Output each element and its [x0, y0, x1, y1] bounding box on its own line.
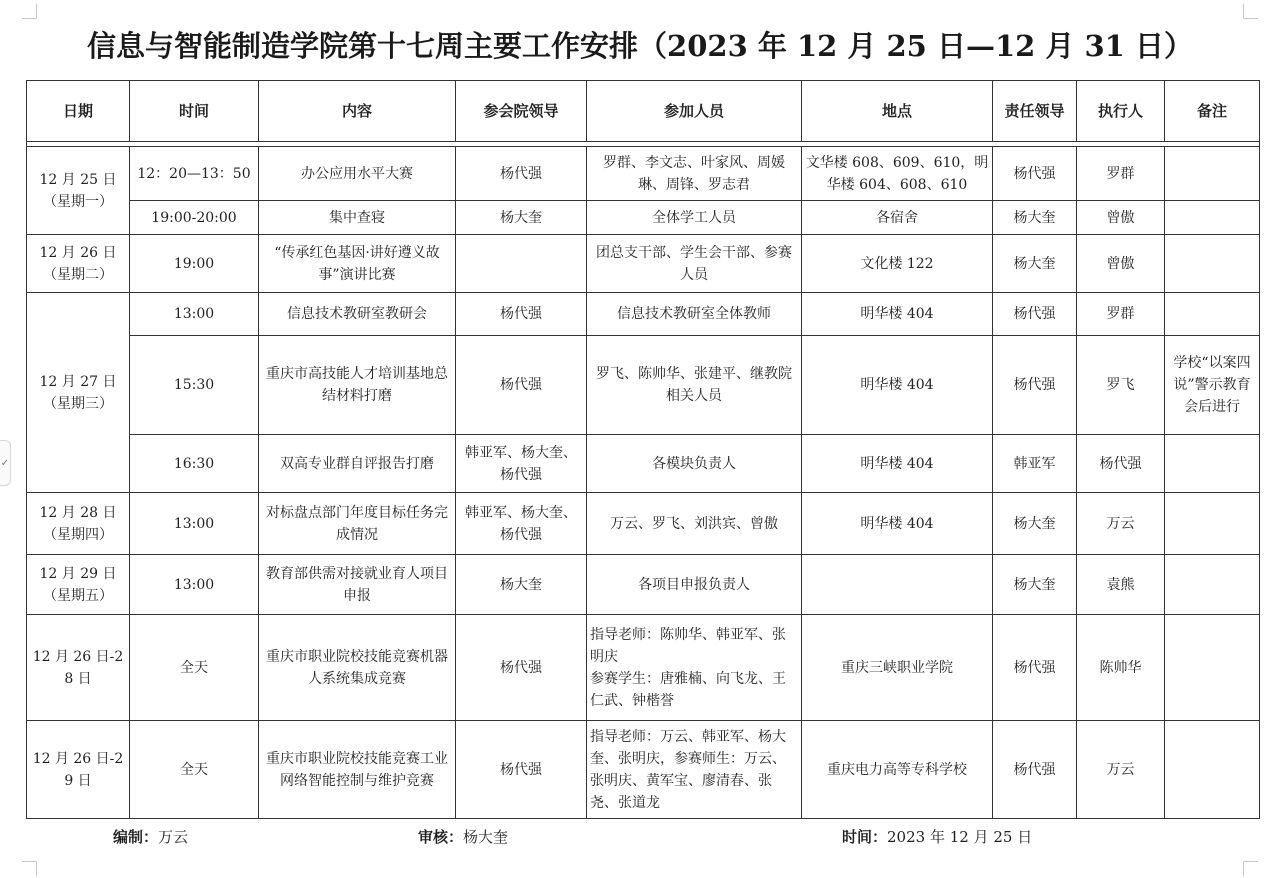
date-cell: 12 月 28 日（星期四）	[27, 493, 130, 555]
executor-cell: 曾傲	[1077, 235, 1165, 293]
remarks-cell: 学校“以案四说”警示教育会后进行	[1165, 336, 1260, 435]
leader-cell: 杨代强	[456, 721, 587, 819]
responsible-cell: 杨代强	[993, 293, 1077, 336]
remarks-cell	[1165, 615, 1260, 721]
executor-cell: 罗群	[1077, 147, 1165, 201]
content-cell: “传承红色基因·讲好遵义故事”演讲比赛	[259, 235, 456, 293]
participants-cell: 罗飞、陈帅华、张建平、继教院相关人员	[587, 336, 802, 435]
table-row	[27, 201, 1260, 235]
page-corner-mark	[1243, 4, 1258, 19]
content-cell: 重庆市高技能人才培训基地总结材料打磨	[259, 336, 456, 435]
table-row	[27, 555, 1260, 615]
responsible-cell: 杨代强	[993, 336, 1077, 435]
location-cell: 明华楼 404	[802, 336, 993, 435]
time-cell: 全天	[130, 615, 259, 721]
participants-cell: 信息技术教研室全体教师	[587, 293, 802, 336]
participants-cell: 万云、罗飞、刘洪宾、曾傲	[587, 493, 802, 555]
remarks-cell	[1165, 235, 1260, 293]
remarks-cell	[1165, 293, 1260, 336]
participants-cell: 全体学工人员	[587, 201, 802, 235]
remarks-cell	[1165, 201, 1260, 235]
location-cell: 明华楼 404	[802, 493, 993, 555]
leader-cell: 杨代强	[456, 615, 587, 721]
header-leader: 参会院领导	[456, 81, 587, 142]
time-cell: 12：20—13：50	[130, 147, 259, 201]
footer-date	[842, 826, 1032, 847]
time-cell: 19:00-20:00	[130, 201, 259, 235]
participants-line: 参赛学生：唐雅楠、向飞龙、王仁武、钟楷誉	[590, 670, 786, 709]
location-cell: 重庆三峡职业学院	[802, 615, 993, 721]
participants-cell: 团总支干部、学生会干部、参赛人员	[587, 235, 802, 293]
header-participants: 参加人员	[587, 81, 802, 142]
table-row	[27, 615, 1260, 721]
header-time: 时间	[130, 81, 259, 142]
date-cell: 12 月 25 日（星期一）	[27, 147, 130, 235]
location-cell: 文华楼 608、609、610，明华楼 604、608、610	[802, 147, 993, 201]
time-cell: 16:30	[130, 435, 259, 493]
footer-reviewer-label: 审核：	[418, 828, 464, 846]
responsible-cell: 杨大奎	[993, 493, 1077, 555]
leader-cell: 杨代强	[456, 336, 587, 435]
header-date: 日期	[27, 81, 130, 142]
location-cell	[802, 555, 993, 615]
footer-editor	[113, 826, 188, 847]
location-cell: 文化楼 122	[802, 235, 993, 293]
remarks-cell	[1165, 555, 1260, 615]
footer-editor-label: 编制：	[113, 828, 159, 846]
executor-cell: 袁熊	[1077, 555, 1165, 615]
schedule-table	[26, 80, 1260, 819]
chevron-right-icon: ✓	[0, 457, 10, 469]
participants-cell: 罗群、李文志、叶家风、周媛琳、周锋、罗志君	[587, 147, 802, 201]
content-cell: 重庆市职业院校技能竞赛机器人系统集成竞赛	[259, 615, 456, 721]
table-row	[27, 336, 1260, 435]
time-cell: 13:00	[130, 493, 259, 555]
page-corner-mark	[1243, 861, 1258, 876]
header-executor: 执行人	[1077, 81, 1165, 142]
content-cell: 双高专业群自评报告打磨	[259, 435, 456, 493]
footer-editor-value: 万云	[158, 828, 189, 846]
location-cell: 重庆电力高等专科学校	[802, 721, 993, 819]
header-responsible: 责任领导	[993, 81, 1077, 142]
date-cell: 12 月 27 日（星期三）	[27, 293, 130, 493]
leader-cell: 杨代强	[456, 293, 587, 336]
executor-cell: 万云	[1077, 493, 1165, 555]
participants-cell: 各项目申报负责人	[587, 555, 802, 615]
executor-cell: 万云	[1077, 721, 1165, 819]
executor-cell: 杨代强	[1077, 435, 1165, 493]
table-header-row	[27, 81, 1260, 142]
time-cell: 19:00	[130, 235, 259, 293]
time-cell: 15:30	[130, 336, 259, 435]
date-cell: 12 月 26 日-28 日	[27, 615, 130, 721]
content-cell: 集中查寝	[259, 201, 456, 235]
responsible-cell: 杨大奎	[993, 555, 1077, 615]
location-cell: 明华楼 404	[802, 293, 993, 336]
participants-line: 指导老师：陈帅华、韩亚军、张明庆	[590, 626, 786, 665]
participants-cell	[587, 615, 802, 721]
header-location: 地点	[802, 81, 993, 142]
leader-cell	[456, 235, 587, 293]
header-remarks: 备注	[1165, 81, 1260, 142]
leader-cell: 杨代强	[456, 147, 587, 201]
page-corner-mark	[22, 4, 37, 19]
leader-cell: 韩亚军、杨大奎、杨代强	[456, 493, 587, 555]
remarks-cell	[1165, 147, 1260, 201]
time-cell: 13:00	[130, 555, 259, 615]
content-cell: 信息技术教研室教研会	[259, 293, 456, 336]
executor-cell: 罗群	[1077, 293, 1165, 336]
date-cell: 12 月 26 日-29 日	[27, 721, 130, 819]
location-cell: 各宿舍	[802, 201, 993, 235]
executor-cell: 曾傲	[1077, 201, 1165, 235]
footer-reviewer	[418, 826, 508, 847]
content-cell: 办公应用水平大赛	[259, 147, 456, 201]
leader-cell: 杨大奎	[456, 555, 587, 615]
remarks-cell	[1165, 721, 1260, 819]
table-row	[27, 493, 1260, 555]
executor-cell: 陈帅华	[1077, 615, 1165, 721]
content-cell: 重庆市职业院校技能竞赛工业网络智能控制与维护竞赛	[259, 721, 456, 819]
responsible-cell: 杨代强	[993, 147, 1077, 201]
responsible-cell: 杨代强	[993, 615, 1077, 721]
location-cell: 明华楼 404	[802, 435, 993, 493]
content-cell: 对标盘点部门年度目标任务完成情况	[259, 493, 456, 555]
content-cell: 教育部供需对接就业育人项目申报	[259, 555, 456, 615]
footer-reviewer-value: 杨大奎	[463, 828, 509, 846]
leader-cell: 韩亚军、杨大奎、杨代强	[456, 435, 587, 493]
footer-date-value: 2023 年 12 月 25 日	[887, 828, 1033, 846]
header-content: 内容	[259, 81, 456, 142]
table-row	[27, 235, 1260, 293]
leader-cell: 杨大奎	[456, 201, 587, 235]
side-panel-handle[interactable]	[0, 440, 11, 486]
table-row	[27, 721, 1260, 819]
time-cell: 全天	[130, 721, 259, 819]
responsible-cell: 杨大奎	[993, 235, 1077, 293]
time-cell: 13:00	[130, 293, 259, 336]
participants-cell: 各模块负责人	[587, 435, 802, 493]
table-row	[27, 293, 1260, 336]
remarks-cell	[1165, 435, 1260, 493]
responsible-cell: 杨大奎	[993, 201, 1077, 235]
executor-cell: 罗飞	[1077, 336, 1165, 435]
remarks-cell	[1165, 493, 1260, 555]
table-row	[27, 147, 1260, 201]
page-corner-mark	[22, 861, 37, 876]
date-cell: 12 月 26 日（星期二）	[27, 235, 130, 293]
responsible-cell: 杨代强	[993, 721, 1077, 819]
participants-cell: 指导老师：万云、韩亚军、杨大奎、张明庆，参赛师生：万云、张明庆、黄军宝、廖清春、张尧、张道龙	[587, 721, 802, 819]
document-title: 信息与智能制造学院第十七周主要工作安排（2023 年 12 月 25 日—12 月 31 日）	[87, 29, 1193, 63]
table-row	[27, 435, 1260, 493]
date-cell: 12 月 29 日（星期五）	[27, 555, 130, 615]
footer-date-label: 时间：	[842, 828, 888, 846]
responsible-cell: 韩亚军	[993, 435, 1077, 493]
